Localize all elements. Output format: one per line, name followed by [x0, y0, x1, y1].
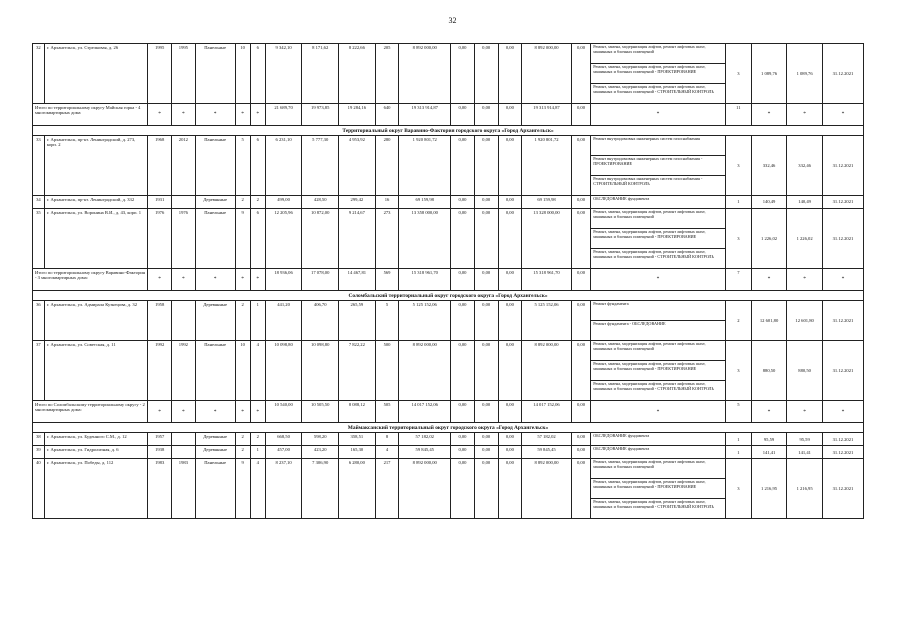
address-cell: г. Архангельск, ул. Стрелковая, д. 26	[44, 44, 147, 104]
total-value-a1: 21 689,70	[265, 104, 302, 126]
total-star-cell: *	[787, 269, 823, 291]
value-cell-c1: 0,00	[451, 446, 475, 459]
value-cell-c4: 69 159,98	[522, 196, 572, 209]
total-value-cost: 15 318 961,70	[399, 269, 451, 291]
total-work-count: 5	[725, 401, 751, 423]
value-cell-cost: 8 892 000,00	[399, 459, 451, 519]
year-renovation-cell: 1995	[172, 44, 196, 104]
work-type-cell: Ремонт, замена, модернизация лифтов, ремонт лифтовых шахт, машинных и блочных помещений	[591, 209, 726, 229]
total-row	[33, 269, 864, 291]
value-cell-a2: 406,70	[302, 301, 339, 341]
value-cell-c3: 0,00	[498, 341, 522, 401]
table-row	[33, 459, 864, 479]
row-number: 40	[33, 459, 45, 519]
total-star-cell: *	[591, 401, 726, 423]
section-title: Маймаксанский территориальный округ городского округа «Город Архангельск»	[33, 423, 864, 433]
total-star-cell: *	[172, 269, 196, 291]
value-cell-a1: 441,20	[265, 301, 302, 341]
year-renovation-cell: 1992	[172, 341, 196, 401]
value-cell-a2: 10 098,80	[302, 341, 339, 401]
total-star-cell: *	[172, 401, 196, 423]
value-cell-a1: 457,00	[265, 446, 302, 459]
row-number: 32	[33, 44, 45, 104]
total-value-c2: 0,00	[474, 104, 498, 126]
value-cell-res: 500	[375, 341, 399, 401]
value-cell-a3: 165,30	[339, 446, 376, 459]
address-cell: г. Архангельск, ул. Гидролизная, д. 6	[44, 446, 147, 459]
value-cell-cost: 8 892 000,00	[399, 341, 451, 401]
entrances-cell: 6	[250, 136, 265, 196]
work-count-cell: 3	[725, 459, 751, 519]
value-cell-c4: 5 125 152,06	[522, 301, 572, 341]
work-type-cell: Ремонт фундамента	[591, 301, 726, 321]
work-count-cell: 1	[725, 446, 751, 459]
deadline-cell: 31.12.2021	[822, 446, 863, 459]
section-header-row	[33, 423, 864, 433]
floors-cell: 10	[235, 341, 250, 401]
wall-material-cell: Панельные	[195, 209, 235, 269]
value-cell-res: 205	[375, 44, 399, 104]
work-type-cell: Ремонт, замена, модернизация лифтов, ремонт лифтовых шахт, машинных и блочных помещений	[591, 44, 726, 64]
total-value-c3: 0,00	[498, 104, 522, 126]
value-cell-c3: 0,00	[498, 433, 522, 446]
value-cell-c2: 0,00	[474, 341, 498, 401]
value-cell-res: 273	[375, 209, 399, 269]
floors-cell: 2	[235, 446, 250, 459]
work-type-cell: ОБСЛЕДОВАНИЕ фундамента	[591, 196, 726, 209]
total-star-cell: *	[195, 104, 235, 126]
total-star-cell: *	[148, 269, 172, 291]
value-cell-c3: 0,00	[498, 446, 522, 459]
total-value-c2: 0,00	[474, 269, 498, 291]
value-cell-c2: 0,00	[474, 136, 498, 196]
value-cell-c2: 0,00	[474, 209, 498, 269]
row-number: 36	[33, 301, 45, 341]
wall-material-cell: Панельные	[195, 44, 235, 104]
wall-material-cell: Панельные	[195, 459, 235, 519]
work-count-cell: 3	[725, 136, 751, 196]
value-cell-c5: 0,00	[571, 301, 590, 341]
value-cell-a1: 668,50	[265, 433, 302, 446]
work-type-cell: Ремонт, замена, модернизация лифтов, ремонт лифтовых шахт, машинных и блочных помещений - ПРОЕКТИРОВАНИЕ	[591, 229, 726, 249]
table-row	[33, 301, 864, 321]
total-value-res: 569	[375, 269, 399, 291]
unit-cost-cell: 332,46	[751, 136, 787, 196]
address-cell: г. Архангельск, пр-кт. Ленинградский, д. 273, корп. 2	[44, 136, 147, 196]
total-value-a3: 14 467,81	[339, 269, 376, 291]
value-cell-cost: 1 920 801,72	[399, 136, 451, 196]
limit-cost-cell: 141,41	[787, 446, 823, 459]
total-label: Итого по территориальному округу Варавино-Фактория - 3 многоквартирных дома:	[33, 269, 148, 291]
table-row	[33, 446, 864, 459]
value-cell-a3: 358,51	[339, 433, 376, 446]
total-row	[33, 104, 864, 126]
address-cell: г. Архангельск, ул. Победы, д. 112	[44, 459, 147, 519]
total-star-cell: *	[822, 269, 863, 291]
year-renovation-cell	[172, 301, 196, 341]
work-count-cell: 3	[725, 341, 751, 401]
deadline-cell: 31.12.2021	[822, 301, 863, 341]
year-built-cell: 1983	[148, 459, 172, 519]
value-cell-res: 280	[375, 136, 399, 196]
wall-material-cell: Деревянные	[195, 301, 235, 341]
value-cell-cost: 13 358 000,00	[399, 209, 451, 269]
value-cell-c5: 0,00	[571, 136, 590, 196]
limit-cost-cell: 1 089,76	[787, 44, 823, 104]
entrances-cell: 4	[250, 459, 265, 519]
unit-cost-cell: 141,41	[751, 446, 787, 459]
value-cell-c3: 0,00	[498, 136, 522, 196]
value-cell-cost: 57 182,02	[399, 433, 451, 446]
total-work-count: 7	[725, 269, 751, 291]
value-cell-c5: 0,00	[571, 459, 590, 519]
section-header-row	[33, 291, 864, 301]
limit-cost-cell: 12 601,80	[787, 301, 823, 341]
wall-material-cell: Панельные	[195, 136, 235, 196]
table-row	[33, 196, 864, 209]
value-cell-c4: 1 920 801,72	[522, 136, 572, 196]
work-type-cell: Ремонт, замена, модернизация лифтов, ремонт лифтовых шахт, машинных и блочных помещений - ПРОЕКТИРОВАНИЕ	[591, 479, 726, 499]
work-count-cell: 2	[725, 301, 751, 341]
total-star-cell: *	[172, 104, 196, 126]
value-cell-a1: 9 342,10	[265, 44, 302, 104]
unit-cost-cell: 1 089,76	[751, 44, 787, 104]
work-type-cell: Ремонт внутридомовых инженерных систем газоснабжения	[591, 136, 726, 156]
total-value-res: 640	[375, 104, 399, 126]
address-cell: г. Архангельск, ул. Советская, д. 11	[44, 341, 147, 401]
value-cell-a3: 6 280,00	[339, 459, 376, 519]
total-star-cell: *	[787, 401, 823, 423]
work-type-cell: Ремонт, замена, модернизация лифтов, ремонт лифтовых шахт, машинных и блочных помещений - ПРОЕКТИРОВАНИЕ	[591, 64, 726, 84]
total-star-cell: *	[195, 401, 235, 423]
table-row	[33, 44, 864, 64]
value-cell-c3: 0,00	[498, 196, 522, 209]
value-cell-c3: 0,00	[498, 209, 522, 269]
work-count-cell: 1	[725, 196, 751, 209]
work-type-cell: ОБСЛЕДОВАНИЕ фундамента	[591, 446, 726, 459]
entrances-cell: 2	[250, 433, 265, 446]
total-star-cell: *	[751, 104, 787, 126]
year-built-cell: 1957	[148, 433, 172, 446]
value-cell-a3: 7 822,22	[339, 341, 376, 401]
wall-material-cell: Панельные	[195, 341, 235, 401]
total-value-c4: 15 318 961,70	[522, 269, 572, 291]
value-cell-c1: 0,00	[451, 433, 475, 446]
work-type-cell: Ремонт, замена, модернизация лифтов, ремонт лифтовых шахт, машинных и блочных помещений - СТРОИТЕЛЬНЫЙ КОНТРОЛЬ	[591, 84, 726, 104]
value-cell-c2: 0,00	[474, 301, 498, 341]
value-cell-c2: 0,00	[474, 446, 498, 459]
value-cell-a2: 10 872,00	[302, 209, 339, 269]
table-row	[33, 433, 864, 446]
unit-cost-cell: 880,50	[751, 341, 787, 401]
total-value-a2: 19 973,85	[302, 104, 339, 126]
address-cell: г. Архангельск, ул. Воронина В.И., д. 43, корп. 1	[44, 209, 147, 269]
total-value-a2: 10 505,50	[302, 401, 339, 423]
wall-material-cell: Деревянные	[195, 196, 235, 209]
value-cell-cost: 59 845,45	[399, 446, 451, 459]
section-title: Соломбальский территориальный округ городского округа «Город Архангельск»	[33, 291, 864, 301]
total-star-cell: *	[822, 104, 863, 126]
page-number: 32	[448, 16, 457, 25]
deadline-cell: 31.12.2021	[822, 433, 863, 446]
total-star-cell: *	[148, 104, 172, 126]
total-value-c5: 0,00	[571, 104, 590, 126]
work-type-cell: Ремонт внутридомовых инженерных систем газоснабжения - СТРОИТЕЛЬНЫЙ КОНТРОЛЬ	[591, 176, 726, 196]
value-cell-c4: 57 182,02	[522, 433, 572, 446]
year-built-cell: 1976	[148, 209, 172, 269]
value-cell-a2: 598,20	[302, 433, 339, 446]
total-value-a1: 18 936,06	[265, 269, 302, 291]
value-cell-c3: 0,00	[498, 44, 522, 104]
value-cell-c5: 0,00	[571, 44, 590, 104]
deadline-cell: 31.12.2021	[822, 44, 863, 104]
unit-cost-cell: 140,49	[751, 196, 787, 209]
wall-material-cell: Деревянные	[195, 433, 235, 446]
total-star-cell: *	[195, 269, 235, 291]
total-value-cost: 19 313 914,87	[399, 104, 451, 126]
value-cell-c5: 0,00	[571, 446, 590, 459]
value-cell-c3: 0,00	[498, 301, 522, 341]
value-cell-c4: 8 892 000,00	[522, 459, 572, 519]
value-cell-c1: 0,00	[451, 459, 475, 519]
value-cell-c5: 0,00	[571, 433, 590, 446]
year-renovation-cell	[172, 196, 196, 209]
table-row	[33, 341, 864, 361]
value-cell-a2: 428,50	[302, 196, 339, 209]
unit-cost-cell: 1 226,02	[751, 209, 787, 269]
year-renovation-cell: 2012	[172, 136, 196, 196]
year-renovation-cell: 1976	[172, 209, 196, 269]
total-star-cell: *	[235, 401, 250, 423]
value-cell-a1: 8 237,10	[265, 459, 302, 519]
value-cell-c3: 0,00	[498, 459, 522, 519]
value-cell-c2: 0,00	[474, 433, 498, 446]
value-cell-c1: 0,00	[451, 136, 475, 196]
value-cell-c1: 0,00	[451, 196, 475, 209]
value-cell-a2: 5 777,30	[302, 136, 339, 196]
section-header-row	[33, 126, 864, 136]
value-cell-res: 4	[375, 446, 399, 459]
deadline-cell: 31.12.2021	[822, 196, 863, 209]
total-star-cell: *	[235, 104, 250, 126]
work-count-cell: 1	[725, 433, 751, 446]
capital-repair-table	[32, 43, 864, 519]
entrances-cell: 1	[250, 301, 265, 341]
value-cell-c2: 0,00	[474, 459, 498, 519]
year-built-cell: 1931	[148, 196, 172, 209]
work-type-cell: Ремонт, замена, модернизация лифтов, ремонт лифтовых шахт, машинных и блочных помещений - СТРОИТЕЛЬНЫЙ КОНТРОЛЬ	[591, 249, 726, 269]
value-cell-c2: 0,00	[474, 196, 498, 209]
total-value-c3: 0,00	[498, 401, 522, 423]
value-cell-cost: 5 125 152,06	[399, 301, 451, 341]
total-value-c5: 0,00	[571, 401, 590, 423]
value-cell-cost: 69 159,98	[399, 196, 451, 209]
year-built-cell: 1995	[148, 44, 172, 104]
section-title: Территориальный округ Варавино-Фактория городского округа «Город Архангельск»	[33, 126, 864, 136]
work-type-cell: Ремонт, замена, модернизация лифтов, ремонт лифтовых шахт, машинных и блочных помещений	[591, 459, 726, 479]
value-cell-res: 5	[375, 301, 399, 341]
value-cell-a1: 6 231,10	[265, 136, 302, 196]
work-type-cell: Ремонт фундамента - ОБСЛЕДОВАНИЕ	[591, 321, 726, 341]
address-cell: г. Архангельск, ул. Адмирала Кузнецова, д. 32	[44, 301, 147, 341]
total-star-cell: *	[751, 401, 787, 423]
total-star-cell: *	[250, 269, 265, 291]
limit-cost-cell: 95,59	[787, 433, 823, 446]
deadline-cell: 31.12.2021	[822, 209, 863, 269]
value-cell-a3: 9 214,67	[339, 209, 376, 269]
unit-cost-cell: 95,59	[751, 433, 787, 446]
year-built-cell: 1992	[148, 341, 172, 401]
unit-cost-cell: 1 216,95	[751, 459, 787, 519]
total-star-cell: *	[787, 104, 823, 126]
deadline-cell: 31.12.2021	[822, 459, 863, 519]
total-value-c1: 0,00	[451, 269, 475, 291]
address-cell: г. Архангельск, ул. Буденного С.М., д. 12	[44, 433, 147, 446]
floors-cell: 2	[235, 196, 250, 209]
entrances-cell: 6	[250, 44, 265, 104]
value-cell-c1: 0,00	[451, 301, 475, 341]
limit-cost-cell: 1 216,95	[787, 459, 823, 519]
table-row	[33, 209, 864, 229]
value-cell-c4: 8 892 000,00	[522, 341, 572, 401]
unit-cost-cell: 12 601,80	[751, 301, 787, 341]
entrances-cell: 1	[250, 446, 265, 459]
value-cell-a1: 12 205,96	[265, 209, 302, 269]
total-value-a2: 17 078,00	[302, 269, 339, 291]
total-value-a3: 19 284,16	[339, 104, 376, 126]
floors-cell: 2	[235, 433, 250, 446]
row-number: 35	[33, 209, 45, 269]
limit-cost-cell: 880,50	[787, 341, 823, 401]
value-cell-a2: 7 306,90	[302, 459, 339, 519]
entrances-cell: 6	[250, 209, 265, 269]
floors-cell: 9	[235, 459, 250, 519]
year-built-cell: 1938	[148, 446, 172, 459]
value-cell-a3: 299,42	[339, 196, 376, 209]
total-row	[33, 401, 864, 423]
work-type-cell: ОБСЛЕДОВАНИЕ фундамента	[591, 433, 726, 446]
total-label: Итого по Соломбальскому территориальному округу - 2 многоквартирных дома:	[33, 401, 148, 423]
row-number: 39	[33, 446, 45, 459]
year-renovation-cell: 1983	[172, 459, 196, 519]
value-cell-c1: 0,00	[451, 209, 475, 269]
table-body	[33, 44, 864, 519]
total-value-c2: 0,00	[474, 401, 498, 423]
address-cell: г. Архангельск, пр-кт. Ленинградский, д. 332	[44, 196, 147, 209]
floors-cell: 10	[235, 44, 250, 104]
wall-material-cell: Деревянные	[195, 446, 235, 459]
total-label: Итого по территориальному округу Майская горка - 4 многоквартирных дома	[33, 104, 148, 126]
value-cell-a2: 8 171,62	[302, 44, 339, 104]
work-type-cell: Ремонт, замена, модернизация лифтов, ремонт лифтовых шахт, машинных и блочных помещений - СТРОИТЕЛЬНЫЙ КОНТРОЛЬ	[591, 381, 726, 401]
value-cell-a1: 499,00	[265, 196, 302, 209]
total-value-a3: 8 088,12	[339, 401, 376, 423]
work-type-cell: Ремонт, замена, модернизация лифтов, ремонт лифтовых шахт, машинных и блочных помещений - ПРОЕКТИРОВАНИЕ	[591, 361, 726, 381]
year-built-cell: 1958	[148, 301, 172, 341]
work-type-cell: Ремонт, замена, модернизация лифтов, ремонт лифтовых шахт, машинных и блочных помещений - СТРОИТЕЛЬНЫЙ КОНТРОЛЬ	[591, 499, 726, 519]
row-number: 37	[33, 341, 45, 401]
total-work-count: 11	[725, 104, 751, 126]
limit-cost-cell: 1 226,02	[787, 209, 823, 269]
total-star-cell: *	[250, 401, 265, 423]
work-count-cell: 3	[725, 209, 751, 269]
value-cell-c4: 13 328 000,00	[522, 209, 572, 269]
value-cell-a3: 8 222,66	[339, 44, 376, 104]
total-star-cell: *	[250, 104, 265, 126]
total-star-cell: *	[148, 401, 172, 423]
value-cell-a3: 265,59	[339, 301, 376, 341]
entrances-cell: 4	[250, 341, 265, 401]
total-star-cell: *	[822, 401, 863, 423]
value-cell-c5: 0,00	[571, 196, 590, 209]
floors-cell: 9	[235, 209, 250, 269]
year-renovation-cell	[172, 433, 196, 446]
value-cell-c5: 0,00	[571, 209, 590, 269]
value-cell-res: 217	[375, 459, 399, 519]
total-value-c1: 0,00	[451, 401, 475, 423]
year-renovation-cell	[172, 446, 196, 459]
year-built-cell: 1968	[148, 136, 172, 196]
work-type-cell: Ремонт внутридомовых инженерных систем газоснабжения - ПРОЕКТИРОВАНИЕ	[591, 156, 726, 176]
value-cell-res: 16	[375, 196, 399, 209]
total-value-res: 505	[375, 401, 399, 423]
total-star-cell: *	[591, 269, 726, 291]
total-star-cell: *	[751, 269, 787, 291]
value-cell-a3: 4 953,92	[339, 136, 376, 196]
value-cell-c5: 0,00	[571, 341, 590, 401]
total-value-a1: 10 540,00	[265, 401, 302, 423]
table-row	[33, 136, 864, 156]
limit-cost-cell: 332,46	[787, 136, 823, 196]
floors-cell: 2	[235, 301, 250, 341]
value-cell-c1: 0,00	[451, 341, 475, 401]
total-value-c5: 0,00	[571, 269, 590, 291]
entrances-cell: 2	[250, 196, 265, 209]
value-cell-a2: 423,20	[302, 446, 339, 459]
row-number: 38	[33, 433, 45, 446]
total-value-c4: 14 017 152,06	[522, 401, 572, 423]
limit-cost-cell: 140,49	[787, 196, 823, 209]
value-cell-c1: 0,00	[451, 44, 475, 104]
total-value-c1: 0,00	[451, 104, 475, 126]
total-star-cell: *	[591, 104, 726, 126]
floors-cell: 5	[235, 136, 250, 196]
deadline-cell: 31.12.2021	[822, 341, 863, 401]
value-cell-res: 8	[375, 433, 399, 446]
work-count-cell: 3	[725, 44, 751, 104]
value-cell-c4: 59 845,45	[522, 446, 572, 459]
total-star-cell: *	[235, 269, 250, 291]
total-value-c4: 19 313 914,87	[522, 104, 572, 126]
value-cell-cost: 8 892 000,00	[399, 44, 451, 104]
row-number: 34	[33, 196, 45, 209]
deadline-cell: 31.12.2021	[822, 136, 863, 196]
value-cell-a1: 10 098,80	[265, 341, 302, 401]
work-type-cell: Ремонт, замена, модернизация лифтов, ремонт лифтовых шахт, машинных и блочных помещений	[591, 341, 726, 361]
value-cell-c2: 0,00	[474, 44, 498, 104]
total-value-cost: 14 017 152,06	[399, 401, 451, 423]
row-number: 33	[33, 136, 45, 196]
total-value-c3: 0,00	[498, 269, 522, 291]
value-cell-c4: 8 892 000,00	[522, 44, 572, 104]
